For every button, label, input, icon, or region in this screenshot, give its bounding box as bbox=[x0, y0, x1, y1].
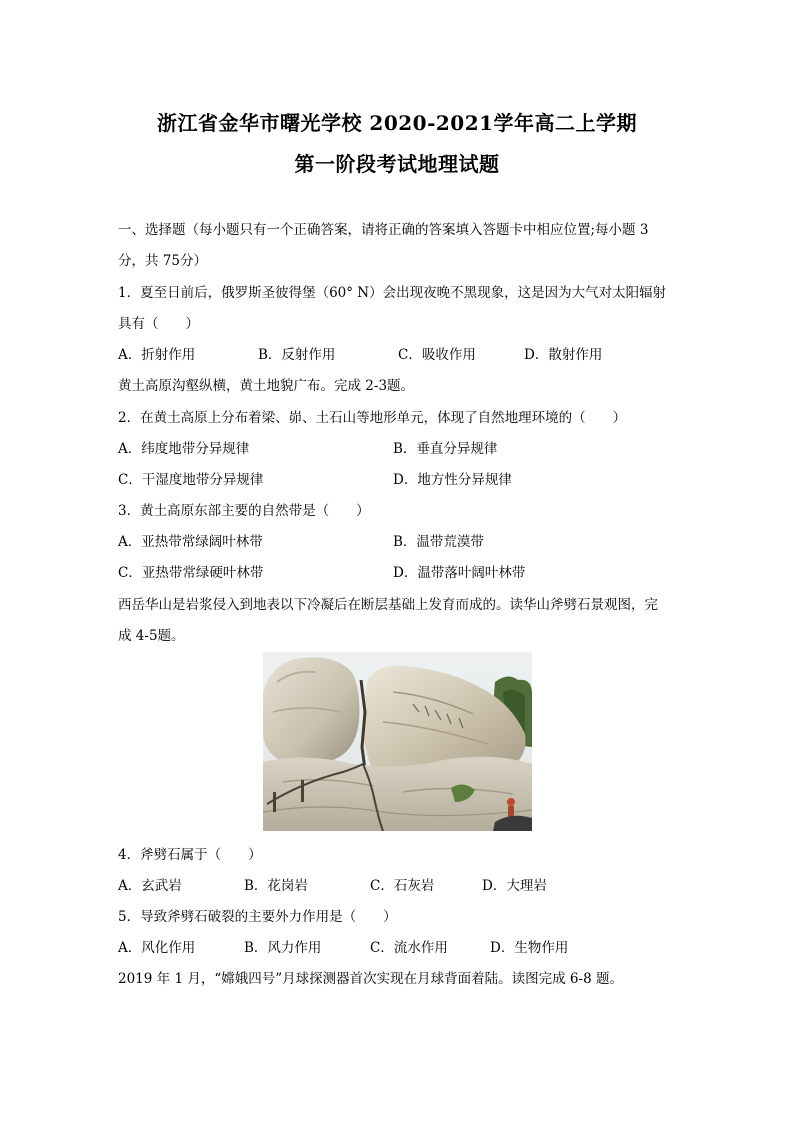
q5-stem: 5．导致斧劈石破裂的主要外力作用是（ ） bbox=[118, 909, 397, 925]
q1-option-b: B．反射作用 bbox=[258, 347, 336, 363]
q5-option-a: A．风化作用 bbox=[118, 940, 196, 956]
q1-stem-line1: 1．夏至日前后，俄罗斯圣彼得堡（60° N）会出现夜晚不黑现象，这是因为大气对太阳辐射 bbox=[118, 285, 667, 301]
q2-option-c: C．干湿度地带分异规律 bbox=[118, 472, 264, 488]
q2-stem: 2．在黄土高原上分布着梁、峁、土石山等地形单元，体现了自然地理环境的（ ） bbox=[118, 410, 627, 426]
q5-option-c: C．流水作用 bbox=[370, 940, 448, 956]
q1-option-d: D．散射作用 bbox=[524, 347, 603, 363]
q1-stem-line2: 具有（ ） bbox=[118, 316, 199, 332]
q4-stem: 4．斧劈石属于（ ） bbox=[118, 847, 262, 863]
q3-option-b: B．温带荒漠带 bbox=[393, 534, 484, 550]
q3-option-d: D．温带落叶阔叶林带 bbox=[393, 565, 526, 581]
intro-questions-2-3: 黄土高原沟壑纵横，黄土地貌广布。完成 2-3题。 bbox=[118, 378, 415, 394]
section-heading-line2: 分，共 75分） bbox=[118, 253, 207, 269]
intro-questions-4-5-line1: 西岳华山是岩浆侵入到地表以下冷凝后在断层基础上发育而成的。读华山斧劈石景观图，完 bbox=[118, 597, 658, 613]
q3-stem: 3．黄土高原东部主要的自然带是（ ） bbox=[118, 503, 370, 519]
q2-option-b: B．垂直分异规律 bbox=[393, 441, 498, 457]
q4-option-c: C．石灰岩 bbox=[370, 878, 435, 894]
q5-option-b: B．风力作用 bbox=[244, 940, 322, 956]
exam-title-line1: 浙江省金华市曙光学校 2020-2021学年高二上学期 bbox=[156, 111, 638, 135]
q5-option-d: D．生物作用 bbox=[490, 940, 569, 956]
q3-option-a: A．亚热带常绿阔叶林带 bbox=[118, 534, 263, 550]
q1-option-a: A．折射作用 bbox=[118, 347, 196, 363]
q4-option-a: A．玄武岩 bbox=[118, 878, 182, 894]
intro-questions-4-5-line2: 成 4-5题。 bbox=[118, 628, 185, 644]
q2-option-d: D．地方性分异规律 bbox=[393, 472, 512, 488]
q4-option-b: B．花岗岩 bbox=[244, 878, 308, 894]
q1-option-c: C．吸收作用 bbox=[398, 347, 476, 363]
exam-title-line2: 第一阶段考试地理试题 bbox=[294, 152, 500, 176]
intro-questions-6-8: 2019 年 1 月，“嫦娥四号”月球探测器首次实现在月球背面着陆。读图完成 6-8 题。 bbox=[118, 971, 623, 987]
q2-option-a: A．纬度地带分异规律 bbox=[118, 441, 250, 457]
q3-option-c: C．亚热带常绿硬叶林带 bbox=[118, 565, 264, 581]
section-heading-line1: 一、选择题（每小题只有一个正确答案，请将正确的答案填入答题卡中相应位置;每小题 3 bbox=[118, 222, 649, 238]
q4-option-d: D．大理岩 bbox=[482, 878, 547, 894]
split-rock-photo bbox=[263, 652, 532, 831]
